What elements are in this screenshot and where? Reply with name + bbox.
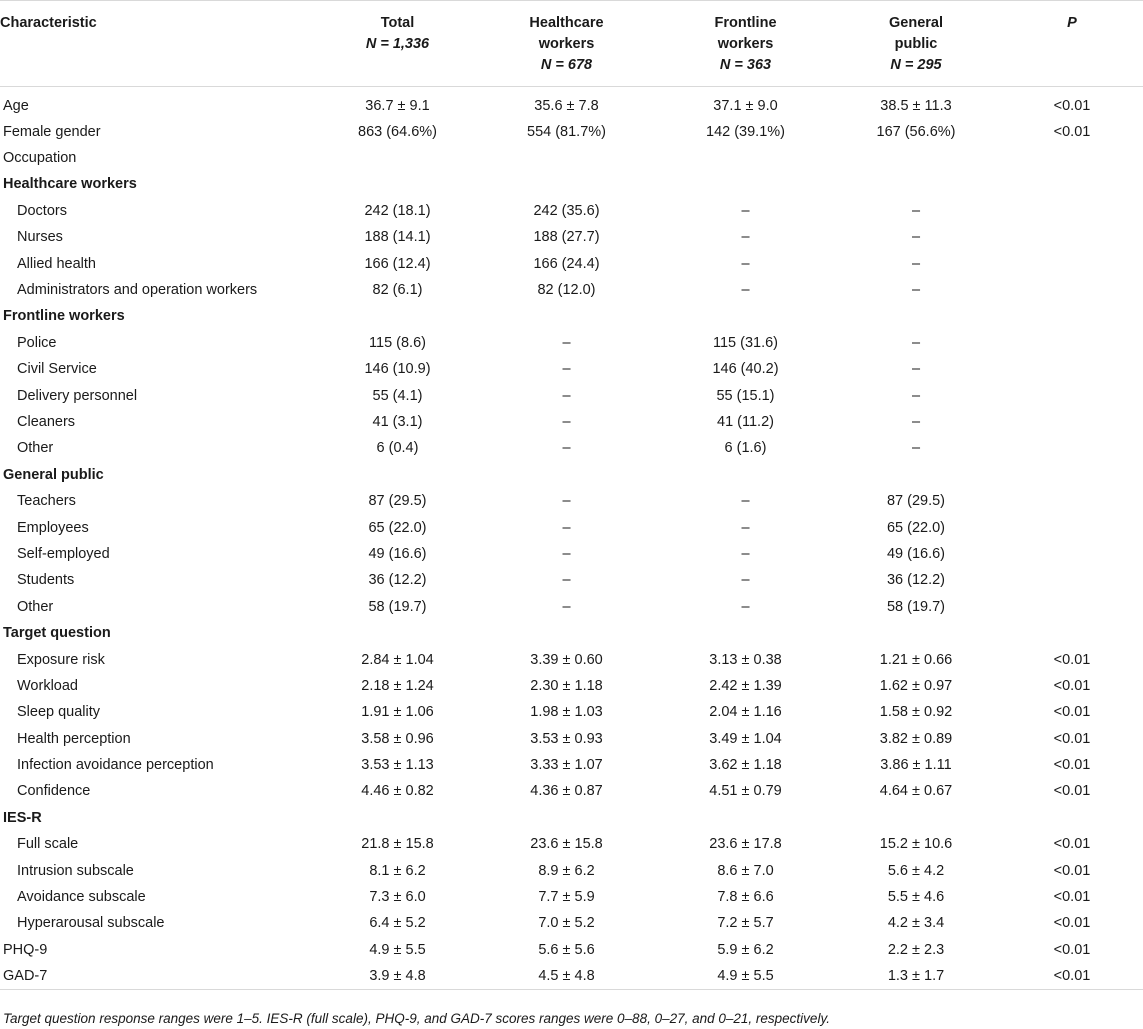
- header-healthcare-line1: Healthcare: [529, 15, 604, 31]
- cell-frontline: 142 (39.1%): [706, 123, 785, 140]
- row-label: Sleep quality: [17, 704, 101, 721]
- cell-p: [1001, 435, 1143, 461]
- cell-public: 36 (12.2): [886, 572, 946, 589]
- cell-total: 55 (4.1): [372, 387, 423, 404]
- cell-healthcare: 82 (12.0): [537, 282, 596, 299]
- cell-frontline: 3.13 ± 0.38: [709, 651, 782, 668]
- table-row: [0, 171, 1143, 197]
- row-label: Healthcare workers: [3, 176, 137, 193]
- cell-healthcare: –: [562, 361, 571, 378]
- cell-p: [1001, 224, 1143, 250]
- cell-p: [1001, 250, 1143, 276]
- cell-p: [1001, 382, 1143, 408]
- cell-healthcare: –: [562, 334, 571, 351]
- cell-frontline: –: [741, 598, 750, 615]
- header-total: [322, 1, 473, 87]
- row-label: Doctors: [17, 202, 67, 219]
- cell-frontline: 7.2 ± 5.7: [717, 915, 774, 932]
- cell-public: 1.21 ± 0.66: [879, 651, 953, 668]
- cell-public: 65 (22.0): [886, 519, 946, 536]
- cell-frontline: 5.9 ± 6.2: [717, 941, 774, 958]
- row-label: Frontline workers: [3, 308, 125, 325]
- row-label: Female gender: [3, 123, 101, 140]
- cell-frontline: 23.6 ± 17.8: [709, 836, 782, 853]
- table-row: [0, 541, 1143, 567]
- cell-total: 21.8 ± 15.8: [361, 836, 434, 853]
- table-row: [0, 145, 1143, 171]
- header-public-n: N = 295: [890, 57, 942, 73]
- row-label: Delivery personnel: [17, 387, 138, 404]
- row-label: Police: [17, 334, 57, 351]
- cell-frontline: 2.04 ± 1.16: [709, 704, 782, 721]
- row-label: Health perception: [17, 730, 131, 747]
- cell-public: [831, 620, 1001, 646]
- row-label: Nurses: [17, 229, 63, 246]
- cell-healthcare: –: [562, 493, 571, 510]
- row-label: Full scale: [17, 836, 79, 853]
- table-row: [0, 330, 1143, 356]
- cell-total: 87 (29.5): [368, 493, 427, 510]
- cell-total: 3.58 ± 0.96: [361, 730, 434, 747]
- cell-total: 36.7 ± 9.1: [365, 97, 430, 114]
- row-label: Intrusion subscale: [17, 862, 134, 879]
- cell-healthcare: [473, 620, 660, 646]
- header-total-label: Total: [380, 15, 415, 31]
- header-public: [831, 1, 1001, 87]
- cell-public: –: [911, 387, 921, 404]
- header-public-line2: public: [894, 36, 938, 52]
- cell-public: 2.2 ± 2.3: [887, 941, 945, 958]
- cell-public: 15.2 ± 10.6: [879, 836, 953, 853]
- header-p-value: P: [1001, 1, 1143, 87]
- cell-public: 4.2 ± 3.4: [887, 915, 945, 932]
- cell-total: 146 (10.9): [364, 361, 431, 378]
- cell-healthcare: 3.39 ± 0.60: [530, 651, 603, 668]
- cell-healthcare: 8.9 ± 6.2: [538, 862, 595, 879]
- row-label: Age: [3, 97, 29, 114]
- cell-p: [1001, 541, 1143, 567]
- cell-frontline: [660, 805, 831, 831]
- row-label: Employees: [17, 519, 89, 536]
- cell-total: [322, 805, 473, 831]
- cell-frontline: 7.8 ± 6.6: [717, 889, 774, 906]
- row-label: Occupation: [3, 150, 77, 167]
- cell-frontline: 55 (15.1): [716, 387, 775, 404]
- table-row: [0, 805, 1143, 831]
- table-body: [0, 87, 1143, 990]
- cell-p: [1001, 514, 1143, 540]
- cell-p: [1001, 409, 1143, 435]
- cell-p: [1001, 594, 1143, 620]
- cell-healthcare: 5.6 ± 5.6: [538, 941, 595, 958]
- cell-total: [322, 620, 473, 646]
- row-label: Exposure risk: [17, 651, 105, 668]
- cell-p: <0.01: [1053, 757, 1091, 774]
- cell-p: <0.01: [1053, 97, 1091, 114]
- cell-total: 863 (64.6%): [358, 123, 437, 140]
- cell-p: <0.01: [1053, 862, 1091, 879]
- row-label: Infection avoidance perception: [17, 757, 214, 774]
- cell-public: 3.82 ± 0.89: [879, 730, 953, 747]
- cell-public: [831, 303, 1001, 329]
- cell-total: [322, 171, 473, 197]
- table-footnote: Target question response ranges were 1–5. IES-R (full scale), PHQ-9, and GAD-7 scores ranges were 0–88, 0–27, and 0–21, respectively.: [3, 1011, 830, 1026]
- row-label: Self-employed: [17, 545, 110, 562]
- cell-healthcare: 3.33 ± 1.07: [530, 757, 603, 774]
- cell-frontline: –: [741, 282, 750, 299]
- cell-total: 1.91 ± 1.06: [361, 704, 434, 721]
- cell-frontline: 2.42 ± 1.39: [709, 677, 782, 694]
- cell-p: <0.01: [1053, 915, 1091, 932]
- cell-public: 167 (56.6%): [876, 123, 956, 140]
- cell-public: 1.3 ± 1.7: [831, 963, 1001, 990]
- table-row: [0, 382, 1143, 408]
- row-label: Confidence: [17, 783, 91, 800]
- cell-healthcare: [473, 303, 660, 329]
- row-label: GAD-7: [0, 963, 322, 990]
- header-frontline-line1: Frontline: [714, 15, 777, 31]
- cell-healthcare: 188 (27.7): [533, 229, 600, 246]
- table-row: [0, 198, 1143, 224]
- cell-total: 41 (3.1): [372, 413, 423, 430]
- cell-healthcare: –: [562, 572, 571, 589]
- table-row: [0, 435, 1143, 461]
- cell-public: –: [911, 202, 921, 219]
- cell-healthcare: 554 (81.7%): [527, 123, 606, 140]
- table-row: [0, 119, 1143, 145]
- cell-p: <0.01: [1053, 836, 1091, 853]
- cell-healthcare: 2.30 ± 1.18: [530, 677, 603, 694]
- row-label: Administrators and operation workers: [17, 282, 258, 299]
- row-label: IES-R: [3, 809, 42, 826]
- cell-public: 87 (29.5): [886, 493, 946, 510]
- row-label: General public: [3, 466, 104, 483]
- cell-frontline: [660, 303, 831, 329]
- cell-total: [322, 145, 473, 171]
- table-row: [0, 778, 1143, 804]
- cell-public: –: [911, 361, 921, 378]
- table-row: [0, 409, 1143, 435]
- table-row: [0, 752, 1143, 778]
- table-row: [0, 250, 1143, 276]
- cell-frontline: 4.9 ± 5.5: [660, 963, 831, 990]
- cell-healthcare: 242 (35.6): [533, 202, 600, 219]
- cell-frontline: –: [741, 572, 750, 589]
- cell-public: –: [911, 282, 921, 299]
- row-label: Other: [17, 598, 54, 615]
- cell-healthcare: –: [562, 545, 571, 562]
- table-row: [0, 646, 1143, 672]
- cell-frontline: [660, 171, 831, 197]
- cell-p: <0.01: [1053, 704, 1091, 721]
- cell-p: [1001, 198, 1143, 224]
- table-row: [0, 857, 1143, 883]
- cell-healthcare: –: [562, 598, 571, 615]
- cell-public: –: [911, 334, 921, 351]
- cell-public: 38.5 ± 11.3: [880, 97, 952, 114]
- cell-frontline: 3.62 ± 1.18: [709, 757, 782, 774]
- cell-frontline: –: [741, 229, 750, 246]
- cell-p: [1001, 330, 1143, 356]
- cell-healthcare: 1.98 ± 1.03: [530, 704, 603, 721]
- cell-p: [1001, 620, 1143, 646]
- cell-total: 82 (6.1): [372, 282, 423, 299]
- row-label: Hyperarousal subscale: [17, 915, 165, 932]
- cell-total: 6.4 ± 5.2: [369, 915, 426, 932]
- cell-total: 65 (22.0): [368, 519, 427, 536]
- cell-healthcare: 166 (24.4): [533, 255, 600, 272]
- cell-public: 1.62 ± 0.97: [879, 677, 953, 694]
- table-row: [0, 277, 1143, 303]
- cell-healthcare: [473, 171, 660, 197]
- cell-total: 4.46 ± 0.82: [361, 783, 434, 800]
- cell-healthcare: –: [562, 413, 571, 430]
- table-row: [0, 594, 1143, 620]
- cell-total: 7.3 ± 6.0: [369, 889, 426, 906]
- table-row: [0, 937, 1143, 963]
- cell-frontline: 3.49 ± 1.04: [709, 730, 782, 747]
- cell-p: [1001, 145, 1143, 171]
- cell-healthcare: –: [562, 440, 571, 457]
- cell-p: [1001, 805, 1143, 831]
- row-label: Target question: [3, 625, 111, 642]
- cell-p: <0.01: [1053, 783, 1091, 800]
- row-label: Students: [17, 572, 75, 589]
- table-row: [0, 488, 1143, 514]
- cell-total: 242 (18.1): [364, 202, 431, 219]
- row-label: Teachers: [17, 493, 76, 510]
- cell-p: <0.01: [1053, 889, 1091, 906]
- cell-p: <0.01: [1053, 123, 1091, 140]
- cell-total: 115 (8.6): [369, 334, 426, 351]
- cell-healthcare: 7.7 ± 5.9: [538, 889, 595, 906]
- cell-public: 5.6 ± 4.2: [887, 862, 945, 879]
- cell-frontline: [660, 145, 831, 171]
- cell-public: –: [911, 413, 921, 430]
- cell-p: <0.01: [1053, 651, 1091, 668]
- table-row: [0, 87, 1143, 119]
- table-row: [0, 567, 1143, 593]
- header-healthcare: [473, 1, 660, 87]
- cell-healthcare: 4.36 ± 0.87: [530, 783, 603, 800]
- header-public-line1: General: [889, 15, 943, 31]
- table-row: [0, 356, 1143, 382]
- cell-total: [322, 303, 473, 329]
- cell-total: 166 (12.4): [364, 255, 431, 272]
- table-row: [0, 725, 1143, 751]
- cell-healthcare: [473, 805, 660, 831]
- row-label: Civil Service: [17, 361, 97, 378]
- cell-frontline: 115 (31.6): [712, 334, 779, 351]
- header-total-n: N = 1,336: [365, 36, 430, 52]
- cell-frontline: [660, 462, 831, 488]
- table-header-row: [0, 1, 1143, 87]
- table-row: [0, 884, 1143, 910]
- cell-frontline: –: [741, 493, 750, 510]
- cell-total: 6 (0.4): [376, 440, 419, 457]
- table-row: [0, 303, 1143, 329]
- header-healthcare-n: N = 678: [540, 57, 593, 73]
- cell-public: [831, 462, 1001, 488]
- table-row: [0, 620, 1143, 646]
- cell-frontline: [660, 620, 831, 646]
- header-characteristic: Characteristic: [0, 1, 322, 87]
- cell-public: [831, 145, 1001, 171]
- cell-p: [1001, 303, 1143, 329]
- cell-p: <0.01: [1053, 677, 1091, 694]
- cell-p: [1001, 567, 1143, 593]
- cell-frontline: 6 (1.6): [724, 440, 767, 457]
- cell-p: [1001, 462, 1143, 488]
- cell-healthcare: 7.0 ± 5.2: [538, 915, 595, 932]
- cell-p: <0.01: [1053, 941, 1091, 958]
- cell-total: 49 (16.6): [368, 545, 427, 562]
- cell-healthcare: 35.6 ± 7.8: [534, 97, 599, 114]
- cell-frontline: –: [741, 545, 750, 562]
- cell-healthcare: –: [562, 387, 571, 404]
- cell-p: <0.01: [1053, 730, 1091, 747]
- cell-public: 3.86 ± 1.11: [880, 757, 952, 774]
- cell-frontline: 41 (11.2): [717, 413, 774, 430]
- header-frontline: [660, 1, 831, 87]
- cell-healthcare: [473, 145, 660, 171]
- cell-healthcare: 3.53 ± 0.93: [530, 730, 603, 747]
- row-label: Avoidance subscale: [17, 889, 146, 906]
- cell-total: 3.53 ± 1.13: [361, 757, 434, 774]
- cell-public: [831, 171, 1001, 197]
- cell-p: [1001, 356, 1143, 382]
- cell-frontline: –: [741, 519, 750, 536]
- header-frontline-line2: workers: [717, 36, 774, 52]
- table-row: [0, 963, 1143, 990]
- cell-healthcare: –: [562, 519, 571, 536]
- cell-public: –: [911, 229, 921, 246]
- cell-total: 36 (12.2): [368, 572, 427, 589]
- table-row: [0, 699, 1143, 725]
- cell-p: <0.01: [1001, 963, 1143, 990]
- cell-p: [1001, 488, 1143, 514]
- cell-frontline: 146 (40.2): [712, 361, 779, 378]
- cell-total: [322, 462, 473, 488]
- row-label: Allied health: [17, 255, 96, 272]
- row-label: PHQ-9: [3, 941, 48, 958]
- table-row: [0, 831, 1143, 857]
- row-label: Cleaners: [17, 413, 76, 430]
- cell-public: 58 (19.7): [886, 598, 946, 615]
- cell-frontline: –: [741, 255, 750, 272]
- header-healthcare-line2: workers: [538, 36, 595, 52]
- table-row: [0, 514, 1143, 540]
- table-row: [0, 910, 1143, 936]
- cell-public: [831, 805, 1001, 831]
- cell-healthcare: 23.6 ± 15.8: [530, 836, 603, 853]
- cell-total: 188 (14.1): [364, 229, 431, 246]
- cell-public: 5.5 ± 4.6: [887, 889, 945, 906]
- cell-total: 2.84 ± 1.04: [361, 651, 434, 668]
- table-row: [0, 224, 1143, 250]
- cell-frontline: –: [741, 202, 750, 219]
- cell-total: 58 (19.7): [368, 598, 427, 615]
- row-label: Workload: [17, 677, 78, 694]
- header-frontline-n: N = 363: [719, 57, 772, 73]
- cell-healthcare: [473, 462, 660, 488]
- cell-total: 8.1 ± 6.2: [369, 862, 426, 879]
- cell-total: 2.18 ± 1.24: [361, 677, 434, 694]
- cell-frontline: 4.51 ± 0.79: [709, 783, 782, 800]
- cell-public: 1.58 ± 0.92: [879, 704, 953, 721]
- cell-public: 4.64 ± 0.67: [879, 783, 953, 800]
- cell-p: [1001, 171, 1143, 197]
- cell-public: –: [911, 255, 921, 272]
- cell-total: 3.9 ± 4.8: [322, 963, 473, 990]
- table-row: [0, 462, 1143, 488]
- cell-public: 49 (16.6): [886, 545, 946, 562]
- cell-frontline: 37.1 ± 9.0: [713, 97, 778, 114]
- cell-total: 4.9 ± 5.5: [369, 941, 426, 958]
- table-row: [0, 673, 1143, 699]
- cell-frontline: 8.6 ± 7.0: [717, 862, 774, 879]
- cell-p: [1001, 277, 1143, 303]
- cell-public: –: [911, 440, 921, 457]
- row-label: Other: [17, 440, 54, 457]
- cell-healthcare: 4.5 ± 4.8: [473, 963, 660, 990]
